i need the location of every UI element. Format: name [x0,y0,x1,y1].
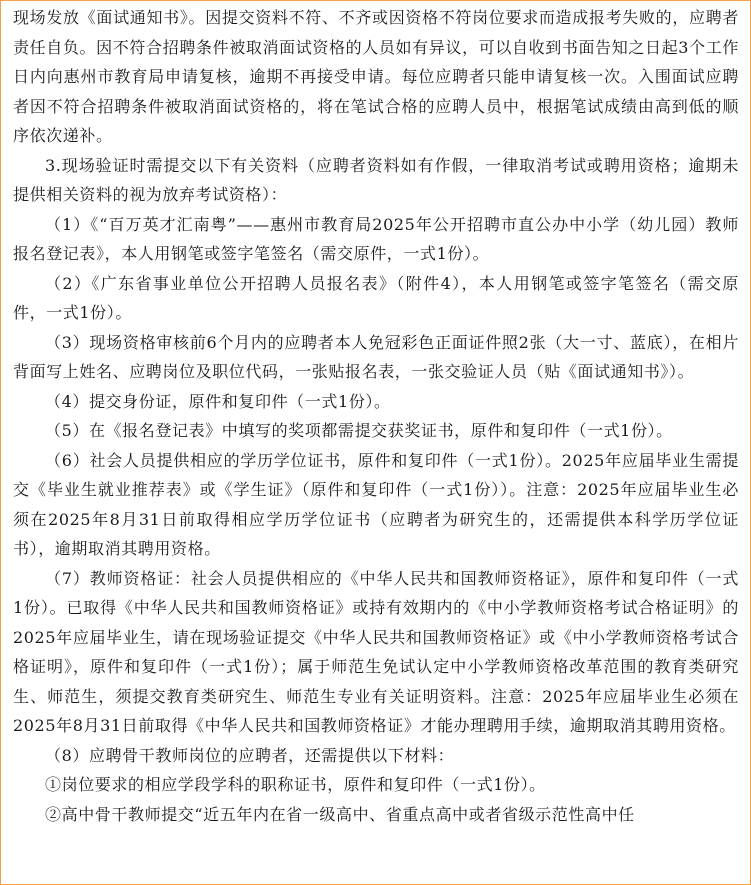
list-item-photos: （3）现场资格审核前6个月内的应聘者本人免冠彩色正面证件照2张（大一寸、蓝底），在相片背面写上姓名、应聘岗位及职位代码，一张贴报名表，一张交验证人员（贴《面试通知书》）。 [13,332,739,381]
sub-item-title-certificate: ①岗位要求的相应学段学科的职称证书，原件和复印件（一式1份）。 [45,775,546,794]
list-item-key-teacher: （8）应聘骨干教师岗位的应聘者，还需提供以下材料： [45,745,455,765]
document-body [13,3,739,829]
list-item-id-card: （4）提交身份证，原件和复印件（一式1份）。 [45,391,391,411]
list-item-application-form: （2）《广东省事业单位公开招聘人员报名表》（附件4），本人用钢笔或签字笔签名（需交原件，一式1份）。 [13,273,739,322]
list-item-award-certificates: （5）在《报名登记表》中填写的奖项都需提交获奖证书，原件和复印件（一式1份）。 [45,421,673,440]
sub-item-high-school-teacher: ②高中骨干教师提交“近五年内在省一级高中、省重点高中或者省级示范性高中任 [45,804,635,824]
list-item-degree-certificates: （6）社会人员提供相应的学历学位证书，原件和复印件（一式1份）。2025年应届毕业生需提交《毕业生就业推荐表》或《学生证》（原件和复印件（一式1份））。注意：2025年应届毕业生必须在2025年8月31日前取得相应学历学位证书（应聘者为研究生的，还需提供本科学历学位证书），逾期取消其聘用资格。 [13,450,739,558]
list-item-registration-form: （1）《“百万英才汇南粤”——惠州市教育局2025年公开招聘市直公办中小学（幼儿园）教师报名登记表》，本人用钢笔或签字笔签名（需交原件，一式1份）。 [13,214,739,263]
list-item-teacher-certificate: （7）教师资格证：社会人员提供相应的《中华人民共和国教师资格证》，原件和复印件（一式1份）。已取得《中华人民共和国教师资格证》或持有效期内的《中小学教师资格考试合格证明》的2025年应届毕业生，请在现场验证提交《中华人民共和国教师资格证》或《中小学教师资格考试合格证明》，原件和复印件（一式1份）；属于师范生免试认定中小学教师资格改革范围的教育类研究生、师范生，须提交教育类研究生、师范生专业有关证明资料。注意：2025年应届毕业生必须在2025年8月31日前取得《中华人民共和国教师资格证》才能办理聘用手续，逾期取消其聘用资格。 [13,568,739,735]
paragraph-required-materials: 3.现场验证时需提交以下有关资料（应聘者资料如有作假，一律取消考试或聘用资格；逾期未提供相关资料的视为放弃考试资格）： [13,155,739,204]
paragraph-interview-notice: 现场发放《面试通知书》。因提交资料不符、不齐或因资格不符岗位要求而造成报考失败的，应聘者责任自负。因不符合招聘条件被取消面试资格的人员如有异议，可以自收到书面告知之日起3个工作日内向惠州市教育局申请复核，逾期不再接受申请。每位应聘者只能申请复核一次。入围面试应聘者因不符合招聘条件被取消面试资格的，将在笔试合格的应聘人员中，根据笔试成绩由高到低的顺序依次递补。 [13,8,739,145]
